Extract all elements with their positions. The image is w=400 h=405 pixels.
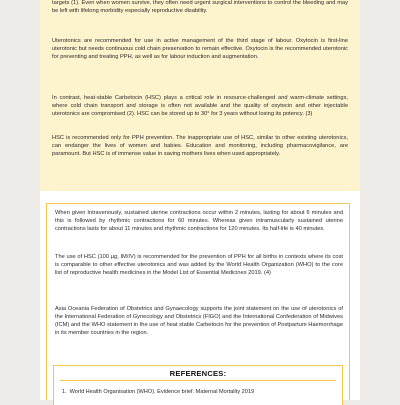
highlighted-text-panel [40, 0, 360, 191]
references-box [53, 365, 343, 405]
document-page [40, 0, 360, 400]
paragraph-pph-morbidity: targets (1). Even when women survive, they often need urgent surgical interventions to control the bleeding and may be left with lifelong morbidity especially reproductive disability. [52, 0, 348, 15]
paragraph-hsc-recommendation: HSC is recommended only for PPH prevention. The inappropriate use of HSC, similar to other existing uterotonics, can endanger the lives of women and babies. Education and monitoring, including pharmacovigilance, are paramount. But HSC is of immense value in saving mothers lives when used appropriately. [52, 135, 348, 158]
paragraph-heat-stable-carbetocin: In contrast, heat-stable Carbetocin (HSC) plays a critical role in resource-challenged and warm-climate settings, where cold chain transport and storage is often not available and the quality of oxytocin and other injectable uterotonics are compromised (2). HSC can be stored up to 30° for 3 years without losing its potency. (3) [52, 95, 348, 118]
statement-box [46, 203, 350, 400]
references-title: REFERENCES: [169, 369, 227, 378]
reference-item [62, 388, 254, 396]
reference-text: World Health Organisation (WHO). Evidence brief. Maternal Mortality 2019 [69, 389, 255, 395]
paragraph-who-essential-medicines: The use of HSC (100 µg, IM/IV) is recommended for the prevention of PPH for all births in contexts where its cost is comparable to other effective uterotonics and was added by the World Health Organization (WHO) to the core list of reproductive health medicines in the Model List of Essential Medicines 2019. (4) [55, 254, 343, 277]
paragraph-contraction-timing: When given Intravenously, sustained uterine contractions occur within 2 minutes, lasting for about 6 minutes and this is followed by rhythmic contractions for 60 minutes. Whereas given intramuscularly sustained uterine contractions lasts for about 11 minutes and rhythmic contractions for 120 minutes. Its half-life is 40 minutes. [55, 210, 343, 233]
reference-number: 1. [62, 389, 67, 395]
references-divider [60, 380, 336, 381]
paragraph-uterotonics: Uterotonics are recommended for use in active management of the third stage of labour. Oxytocin is first-line uterotonic but needs continuous cold chain preservation to remain effective. Oxytocin is the recommended uterotonic for preventing and treating PPH, as well as for labour induction and augmentation. [52, 38, 348, 61]
paragraph-aofog-support: Asia Oceania Federation of Obstetrics and Gynaecology supports the joint statement on the use of uterotonics of the International Federation of Gynecology and Obstetrics (FIGO) and the International Confederation of Midwives (ICM) and the WHO statement in the use of heat stable Carbetocin for the prevention of Postpartum Haemorrhage in its member countries in the region. [55, 306, 343, 337]
